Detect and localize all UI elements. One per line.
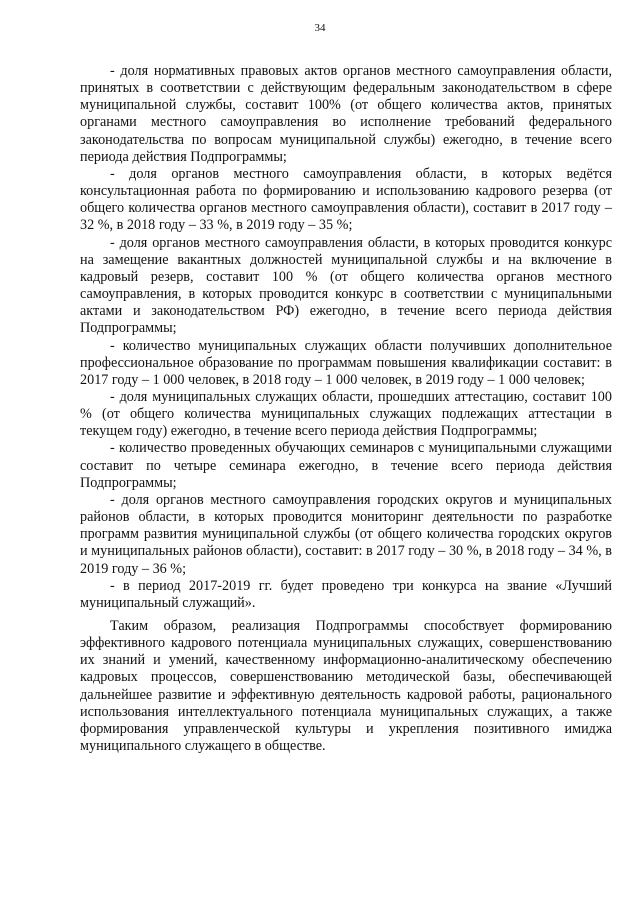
closing-paragraph: Таким образом, реализация Подпрограммы способствует формированию эффективного кадрового потенциала муниципальных служащих, совершенствованию их знаний и умений, качественному информационно-аналитическому обеспечению кадровых процессов, совершенствованию методической базы, обеспечивающей дальнейшее развитие и эффективную деятельность кадровой работы, рационального использования интеллектуального потенциала муниципальных служащих, а также формирования управленческой культуры и укрепления позитивного имиджа муниципального служащего в обществе. (80, 618, 612, 755)
list-item-attestation-share: - доля муниципальных служащих области, прошедших аттестацию, составит 100 % (от общего количества муниципальных служащих подлежащих аттестации в текущем году) ежегодно, в течение всего периода действия Подпрограммы; (80, 388, 612, 440)
list-item-legal-acts-share: - доля нормативных правовых актов органов местного самоуправления области, принятых в соответствии с действующим федеральным законодательством в сфере муниципальной службы, составит 100% (от общего количества актов, принятых органами местного самоуправления во исполнение требований федерального законодательства по вопросам муниципальной службы) ежегодно, в течение всего периода действия Подпрограммы; (80, 63, 612, 165)
list-item-training-count: - количество муниципальных служащих области получивших дополнительное профессиональное образование по программам повышения квалификации составит: в 2017 году – 1 000 человек, в 2018 году – 1 000 человек, в 2019 году – 1 000 человек; (80, 337, 612, 388)
list-item-personnel-reserve-share: - доля органов местного самоуправления области, в которых ведётся консультационная работа по формированию и использованию кадрового резерва (от общего количества органов местного самоуправления области), составит в 2017 году – 32 %, в 2018 году – 33 %, в 2019 году – 35 %; (80, 165, 612, 234)
list-item-vacancy-competition-share: - доля органов местного самоуправления области, в которых проводится конкурс на замещение вакантных должностей муниципальной службы и на включение в кадровый резерв, составит 100 % (от общего количества органов местного самоуправления, в которых проводится конкурс в соответствии с муниципальными актами и законодательством РФ) ежегодно, в течение всего периода действия Подпрограммы; (80, 234, 612, 337)
document-body (80, 63, 612, 755)
list-item-monitoring-share: - доля органов местного самоуправления городских округов и муниципальных районов области, в которых проводится мониторинг деятельности по разработке программ развития муниципальной службы (от общего количества городских округов и муниципальных районов области), составит: в 2017 году – 30 %, в 2018 году – 34 %, в 2019 году – 36 %; (80, 491, 612, 577)
page-number: 34 (314, 22, 326, 34)
list-item-best-employee-contest: - в период 2017-2019 гг. будет проведено три конкурса на звание «Лучший муниципальный служащий». (80, 577, 612, 611)
list-item-seminars-count: - количество проведенных обучающих семинаров с муниципальными служащими составит по четыре семинара ежегодно, в течение всего периода действия Подпрограммы; (80, 440, 612, 491)
